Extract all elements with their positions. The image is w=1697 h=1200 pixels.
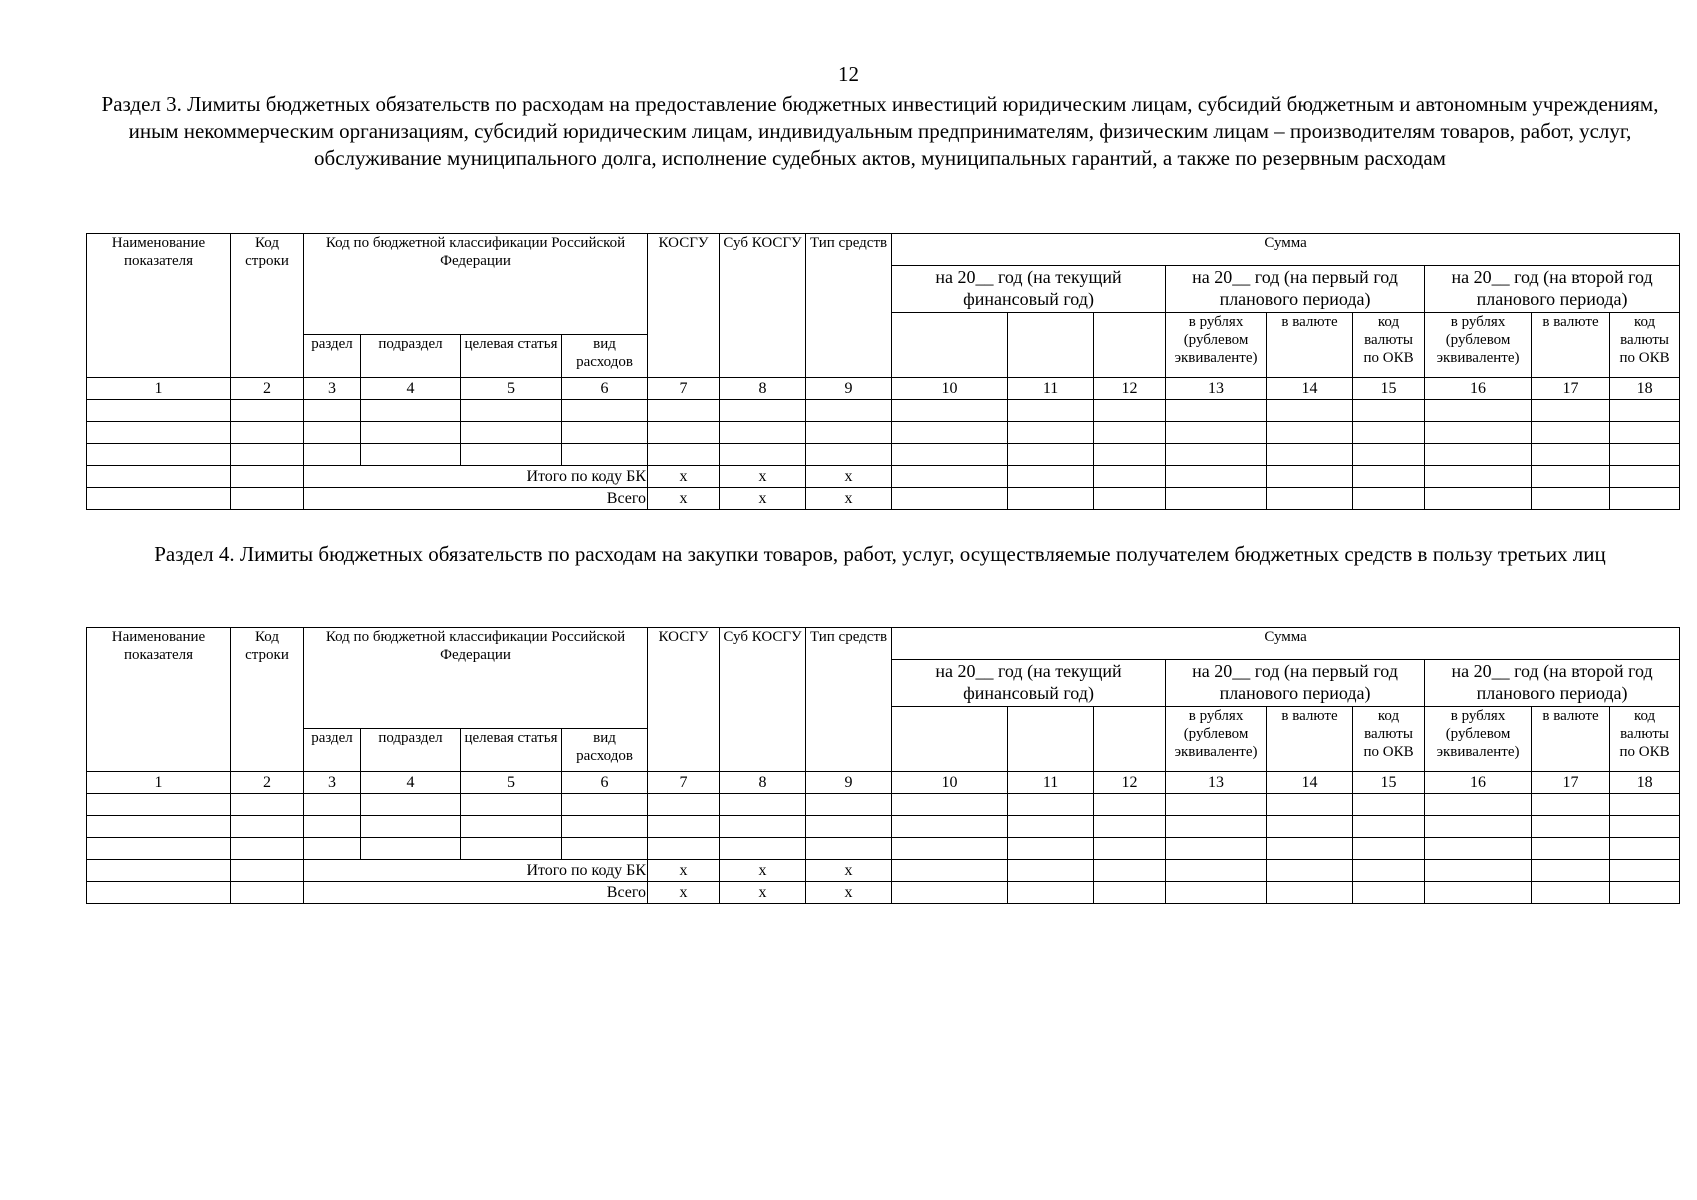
page-number: 12 (838, 62, 859, 86)
x-mark: x (648, 860, 720, 882)
col-number: 9 (806, 772, 892, 794)
col-number: 18 (1610, 772, 1680, 794)
x-mark: x (648, 488, 720, 510)
header-year-second-plan: на 20__ год (на второй год планового периода) (1425, 660, 1680, 707)
col-number: 9 (806, 378, 892, 400)
col-number: 8 (720, 772, 806, 794)
total-all-label: Всего (304, 882, 648, 904)
header-okv-2: код валюты по ОКВ (1353, 707, 1425, 772)
total-all-row (87, 882, 1680, 904)
table-row (87, 816, 1680, 838)
table-row (87, 400, 1680, 422)
header-sum: Сумма (892, 628, 1680, 660)
header-rub-3: в рублях (рублевом эквиваленте) (1425, 313, 1532, 378)
header-empty-12 (1094, 313, 1166, 378)
col-number: 2 (231, 378, 304, 400)
header-razdel: раздел (304, 729, 361, 772)
header-val-2: в валюте (1267, 707, 1353, 772)
header-empty-12 (1094, 707, 1166, 772)
header-podrazdel: подраздел (361, 335, 461, 378)
header-razdel: раздел (304, 335, 361, 378)
header-row-code: Код строки (231, 234, 304, 378)
col-number: 2 (231, 772, 304, 794)
header-val-3: в валюте (1532, 313, 1610, 378)
total-bk-row (87, 860, 1680, 882)
header-okv-3: код валюты по ОКВ (1610, 707, 1680, 772)
header-target-article: целевая статья (461, 729, 562, 772)
col-number: 13 (1166, 772, 1267, 794)
col-number: 14 (1267, 378, 1353, 400)
header-rub-3: в рублях (рублевом эквиваленте) (1425, 707, 1532, 772)
col-number: 7 (648, 772, 720, 794)
section-4-table (86, 627, 1680, 904)
total-bk-label: Итого по коду БК (304, 860, 648, 882)
x-mark: x (720, 882, 806, 904)
col-number: 5 (461, 378, 562, 400)
col-number: 13 (1166, 378, 1267, 400)
header-expense-type: вид расходов (562, 729, 648, 772)
section-4-title: Раздел 4. Лимиты бюджетных обязательств по расходам на закупки товаров, работ, услуг, осуществляемые получателем бюджетных средств в пользу третьих лиц (154, 542, 1606, 566)
header-podrazdel: подраздел (361, 729, 461, 772)
col-number: 16 (1425, 772, 1532, 794)
header-year-first-plan: на 20__ год (на первый год планового периода) (1166, 660, 1425, 707)
col-number: 6 (562, 772, 648, 794)
col-number: 5 (461, 772, 562, 794)
header-row-code: Код строки (231, 628, 304, 772)
col-number: 16 (1425, 378, 1532, 400)
col-number: 11 (1008, 378, 1094, 400)
col-number: 15 (1353, 772, 1425, 794)
col-number: 3 (304, 378, 361, 400)
col-number: 12 (1094, 378, 1166, 400)
header-sum: Сумма (892, 234, 1680, 266)
col-number: 1 (87, 772, 231, 794)
total-all-label: Всего (304, 488, 648, 510)
total-bk-row (87, 466, 1680, 488)
col-number: 6 (562, 378, 648, 400)
col-number: 15 (1353, 378, 1425, 400)
header-sub-kosgu: Суб КОСГУ (720, 628, 806, 772)
col-number: 14 (1267, 772, 1353, 794)
section-3-title: Раздел 3. Лимиты бюджетных обязательств по расходам на предоставление бюджетных инвестиций юридическим лицам, субсидий бюджетным и автономным учреждениям, иным некоммерческим организациям, субсидий юридическим лицам, индивидуальным предпринимателям, физическим лицам – производителям товаров, работ, услуг, обслуживание муниципального долга, исполнение судебных актов, муниципальных гарантий, а также по резервным расходам (101, 92, 1659, 170)
col-number: 4 (361, 772, 461, 794)
table-row (87, 794, 1680, 816)
header-target-article: целевая статья (461, 335, 562, 378)
header-okv-2: код валюты по ОКВ (1353, 313, 1425, 378)
header-okv-3: код валюты по ОКВ (1610, 313, 1680, 378)
header-budget-classification: Код по бюджетной классификации Российской Федерации (304, 234, 648, 335)
header-budget-classification: Код по бюджетной классификации Российской Федерации (304, 628, 648, 729)
header-name: Наименование показателя (87, 628, 231, 772)
x-mark: x (806, 860, 892, 882)
col-number: 10 (892, 772, 1008, 794)
header-name: Наименование показателя (87, 234, 231, 378)
x-mark: x (720, 860, 806, 882)
header-val-2: в валюте (1267, 313, 1353, 378)
col-number: 17 (1532, 378, 1610, 400)
col-number: 1 (87, 378, 231, 400)
header-empty-10 (892, 707, 1008, 772)
header-expense-type: вид расходов (562, 335, 648, 378)
section-3-table (86, 233, 1680, 510)
table-row (87, 838, 1680, 860)
header-empty-11 (1008, 313, 1094, 378)
col-number: 8 (720, 378, 806, 400)
x-mark: x (806, 488, 892, 510)
x-mark: x (648, 882, 720, 904)
col-number: 4 (361, 378, 461, 400)
col-number: 12 (1094, 772, 1166, 794)
header-year-current: на 20__ год (на текущий финансовый год) (892, 660, 1166, 707)
col-number: 18 (1610, 378, 1680, 400)
header-year-current: на 20__ год (на текущий финансовый год) (892, 266, 1166, 313)
header-fund-type: Тип средств (806, 628, 892, 772)
col-number: 17 (1532, 772, 1610, 794)
x-mark: x (806, 882, 892, 904)
header-empty-10 (892, 313, 1008, 378)
x-mark: x (648, 466, 720, 488)
x-mark: x (720, 466, 806, 488)
col-number: 10 (892, 378, 1008, 400)
header-kosgu: КОСГУ (648, 628, 720, 772)
x-mark: x (806, 466, 892, 488)
total-all-row (87, 488, 1680, 510)
header-empty-11 (1008, 707, 1094, 772)
header-fund-type: Тип средств (806, 234, 892, 378)
header-rub-2: в рублях (рублевом эквиваленте) (1166, 707, 1267, 772)
col-number: 3 (304, 772, 361, 794)
table-row (87, 422, 1680, 444)
header-year-second-plan: на 20__ год (на второй год планового периода) (1425, 266, 1680, 313)
header-val-3: в валюте (1532, 707, 1610, 772)
col-number: 11 (1008, 772, 1094, 794)
header-kosgu: КОСГУ (648, 234, 720, 378)
header-sub-kosgu: Суб КОСГУ (720, 234, 806, 378)
col-number: 7 (648, 378, 720, 400)
header-year-first-plan: на 20__ год (на первый год планового периода) (1166, 266, 1425, 313)
header-rub-2: в рублях (рублевом эквиваленте) (1166, 313, 1267, 378)
x-mark: x (720, 488, 806, 510)
total-bk-label: Итого по коду БК (304, 466, 648, 488)
table-row (87, 444, 1680, 466)
